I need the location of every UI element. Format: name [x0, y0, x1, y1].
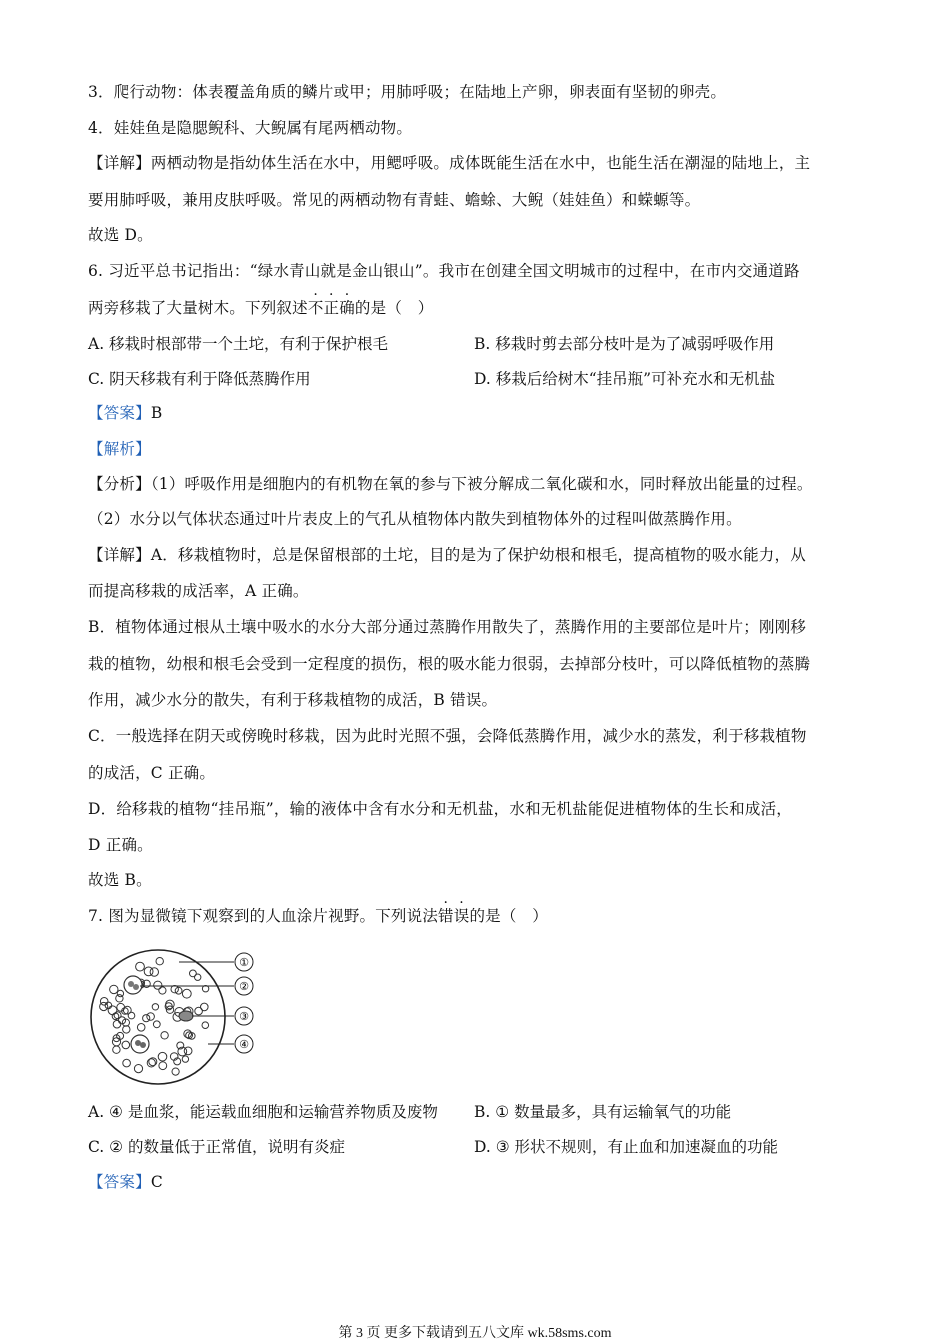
q7-option-d: D. ③ 形状不规则，有止血和加速凝血的功能: [474, 1138, 779, 1156]
q6-option-a: A. 移栽时根部带一个土坨，有利于保护根毛: [88, 335, 389, 353]
emphasis-char: 误: [453, 907, 470, 925]
emphasis-char: 错: [438, 907, 454, 925]
red-blood-cell: [153, 1021, 160, 1028]
red-blood-cell: [154, 981, 162, 989]
red-blood-cell: [166, 1000, 175, 1009]
red-blood-cell: [158, 1052, 167, 1061]
figure-label-1: ①: [239, 956, 249, 969]
red-blood-cell: [201, 1003, 209, 1011]
q6-detail: 的成活，C 正确。: [88, 764, 216, 782]
q6-detail: D．给移栽的植物“挂吊瓶”，输的液体中含有水分和无机盐，水和无机盐能促进植物体的生长和成活，: [88, 800, 792, 818]
q7-answer: 【答案】C: [88, 1173, 163, 1191]
red-blood-cell: [110, 985, 118, 993]
emphasis-char: 不: [307, 299, 324, 317]
q6-analysis: （2）水分以气体状态通过叶片表皮上的气孔从植物体内散失到植物体外的过程叫做蒸腾作用。: [88, 510, 742, 528]
red-blood-cell: [190, 970, 197, 977]
red-blood-cell: [152, 1004, 158, 1010]
red-blood-cell: [122, 1041, 130, 1049]
page-footer: 第 3 页 更多下载请到五八文库 wk.58sms.com: [338, 1326, 612, 1341]
q7-option-c: C. ② 的数量低于正常值，说明有炎症: [88, 1138, 345, 1156]
red-blood-cell: [159, 1062, 167, 1070]
emphasis-char: 确: [339, 299, 355, 317]
red-blood-cell: [147, 1013, 155, 1021]
red-blood-cell: [161, 1032, 168, 1039]
red-blood-cell: [123, 1026, 130, 1033]
platelet-cluster: [179, 1011, 193, 1021]
q6-option-c: C. 阴天移栽有利于降低蒸腾作用: [88, 370, 311, 388]
q6-stem: 两旁移栽了大量树木。下列叙述不正确的是（ ）: [88, 299, 434, 317]
q6-detail: 栽的植物，幼根和根毛会受到一定程度的损伤，根的吸水能力很弱，去掉部分枝叶，可以降低植物的蒸腾: [88, 655, 811, 673]
red-blood-cell: [182, 1056, 188, 1062]
q6-detail: D 正确。: [88, 836, 153, 854]
text-line: 【详解】两栖动物是指幼体生活在水中，用鳃呼吸。成体既能生活在水中，也能生活在潮湿的陆地上，主: [88, 154, 811, 172]
q7-option-a: A. ④ 是血浆，能运载血细胞和运输营养物质及废物: [88, 1103, 438, 1121]
text-line: 故选 D。: [88, 226, 153, 244]
red-blood-cell: [202, 1022, 209, 1029]
red-blood-cell: [184, 1047, 192, 1055]
blood-smear-figure: [88, 944, 268, 1090]
red-blood-cell: [123, 1059, 131, 1067]
q6-detail: B．植物体通过根从土壤中吸水的水分大部分通过蒸腾作用散失了，蒸腾作用的主要部位是叶片；刚刚移: [88, 618, 807, 636]
red-blood-cell: [143, 1015, 150, 1022]
red-blood-cell: [172, 1068, 179, 1075]
detail-tag: 【详解】: [88, 154, 151, 172]
q7-option-b: B. ① 数量最多，具有运输氧气的功能: [474, 1103, 732, 1121]
red-blood-cell: [156, 958, 163, 965]
q6-detail: 作用，减少水分的散失，有利于移栽植物的成活，B 错误。: [88, 691, 498, 709]
q6-option-d: D. 移栽后给树木“挂吊瓶”可补充水和无机盐: [474, 370, 776, 388]
red-blood-cell: [137, 1024, 145, 1032]
red-blood-cell: [171, 986, 178, 993]
figure-label-4: ④: [239, 1038, 249, 1051]
q7-stem: 7. 图为显微镜下观察到的人血涂片视野。下列说法错误的是（ ）: [88, 907, 548, 925]
q6-stem: 6. 习近平总书记指出：“绿水青山就是金山银山”。我市在创建全国文明城市的过程中，在市内交通道路: [88, 262, 800, 280]
red-blood-cell: [184, 1030, 192, 1038]
red-blood-cell: [113, 1020, 121, 1028]
emphasis-char: 正: [323, 299, 340, 317]
q6-option-b: B. 移栽时剪去部分枝叶是为了减弱呼吸作用: [474, 335, 775, 353]
red-blood-cell: [117, 1003, 125, 1011]
red-blood-cell: [182, 989, 191, 998]
q6-answer: 【答案】B: [88, 404, 163, 422]
q6-detail: C．一般选择在阴天或傍晚时移栽，因为此时光照不强，会降低蒸腾作用，减少水的蒸发，利于移栽植物: [88, 727, 807, 745]
q6-detail: 【详解】A．移栽植物时，总是保留根部的土坨，目的是为了保护幼根和根毛，提高植物的吸水能力，从: [88, 546, 806, 564]
q6-detail: 而提高移栽的成活率，A 正确。: [88, 582, 309, 600]
blood-smear-diagram: [88, 944, 268, 1090]
text-line: 4．娃娃鱼是隐腮鲵科、大鲵属有尾两栖动物。: [88, 119, 413, 137]
red-blood-cell: [159, 987, 166, 994]
q6-analysis: 【分析】（1）呼吸作用是细胞内的有机物在氧的参与下被分解成二氧化碳和水，同时释放出能量的过程。: [88, 475, 813, 493]
red-blood-cell: [100, 998, 108, 1006]
red-blood-cell: [144, 967, 153, 976]
red-blood-cell: [113, 1046, 120, 1053]
q6-conclusion: 故选 B。: [88, 871, 152, 889]
figure-label-3: ③: [239, 1010, 249, 1023]
red-blood-cell: [134, 1065, 142, 1073]
text-line: 要用肺呼吸，兼用皮肤呼吸。常见的两栖动物有青蛙、蟾蜍、大鲵（娃娃鱼）和蝾螈等。: [88, 191, 701, 209]
red-blood-cell: [114, 1012, 121, 1019]
text-line: 3．爬行动物：体表覆盖角质的鳞片或甲；用肺呼吸；在陆地上产卵，卵表面有坚韧的卵壳。: [88, 83, 727, 101]
q6-analysis-tag: 【解析】: [88, 440, 151, 458]
figure-label-2: ②: [239, 980, 249, 993]
red-blood-cell: [116, 995, 123, 1002]
red-blood-cell: [136, 962, 145, 971]
red-blood-cell: [128, 1012, 135, 1019]
